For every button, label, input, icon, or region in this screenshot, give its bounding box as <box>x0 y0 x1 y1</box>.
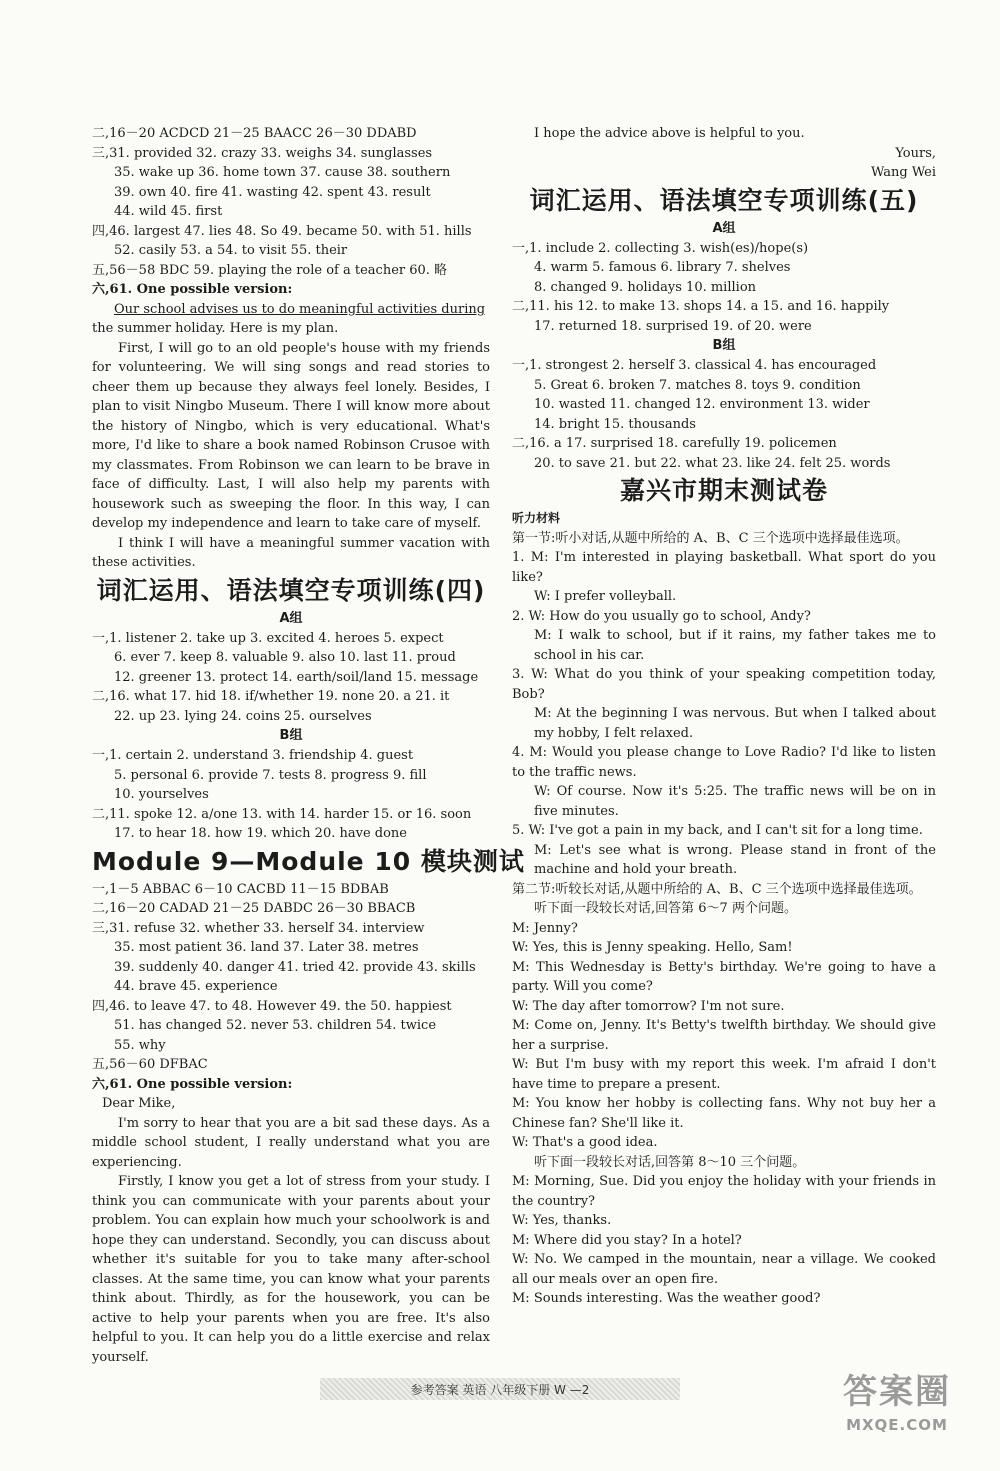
text-line: W: No. We camped in the mountain, near a village. We cooked all our meals over an open fire. <box>512 1252 936 1287</box>
text-line: 四,46. to leave 47. to 48. However 49. the 50. happiest <box>92 998 452 1014</box>
group-b-answers <box>92 746 490 844</box>
text-line: M: Jenny? <box>512 920 578 936</box>
group-a-heading: A组 <box>279 610 303 626</box>
text-line: Firstly, I know you get a lot of stress from your study. I think you can communicate with your parents about your problem. You can explain how much your schoolwork is and hope they can understand. Secondly, you can discuss about whether it's suitable for you to take many after-school classes. At the same time, you can know what your parents think about. Thirdly, as for the housework, you can be active to help your parents when you are free. It's also helpful to you. It can help you do a little exercise and relax yourself. <box>92 1174 490 1365</box>
text-line: 8. changed 9. holidays 10. million <box>534 279 757 295</box>
text-line: 五,56－58 BDC 59. playing the role of a teacher 60. 略 <box>92 262 448 278</box>
watermark-url: MXQE.COM <box>846 1416 948 1434</box>
text-line: 一,1. certain 2. understand 3. friendship 4. guest <box>92 748 414 763</box>
text-line: M: This Wednesday is Betty's birthday. We're going to have a party. Will you come? <box>512 959 936 994</box>
text-line: 51. has changed 52. never 53. children 54. twice <box>114 1018 437 1033</box>
text-line: 2. W: How do you usually go to school, Andy? <box>512 608 811 624</box>
text-line: M: At the beginning I was nervous. But when I talked about my hobby, I felt relaxed. <box>534 706 936 741</box>
text-line: 1. M: I'm interested in playing basketball. What sport do you like? <box>512 550 936 585</box>
text-line: 10. wasted 11. changed 12. environment 13. wider <box>534 397 870 412</box>
text-line: 35. most patient 36. land 37. Later 38. metres <box>114 940 419 955</box>
text-line: M: Morning, Sue. Did you enjoy the holiday with your friends in the country? <box>512 1174 936 1209</box>
listening-label: 听力材料 <box>512 511 561 525</box>
text-line: 二,11. spoke 12. a/one 13. with 14. harder 15. or 16. soon <box>92 806 472 822</box>
text-line: W: But I'm busy with my report this week. I'm afraid I don't have time to prepare a present. <box>512 1057 936 1092</box>
text-line: 10. yourselves <box>114 787 209 802</box>
text-line: the summer holiday. Here is my plan. <box>92 321 339 336</box>
text-line: 12. greener 13. protect 14. earth/soil/land 15. message <box>114 669 479 685</box>
text-line: M: I walk to school, but if it rains, my father takes me to school in his car. <box>534 628 936 663</box>
text-line: 二,16. what 17. hid 18. if/whether 19. none 20. a 21. it <box>92 689 450 704</box>
text-line: 一,1－5 ABBAC 6－10 CACBD 11－15 BDBAB <box>92 881 389 897</box>
text-line: 5. personal 6. provide 7. tests 8. progress 9. fill <box>114 767 427 783</box>
text-line: 一,1. strongest 2. herself 3. classical 4. has encouraged <box>512 358 877 373</box>
text-line: I'm sorry to hear that you are a bit sad these days. As a middle school student, I really understand what you are experiencing. <box>92 1115 490 1170</box>
text-line: 三,31. refuse 32. whether 33. herself 34. interview <box>92 920 425 936</box>
group-b-answers <box>512 356 936 473</box>
right-column <box>512 124 936 1309</box>
text-line: 3. W: What do you think of your speaking competition today, Bob? <box>512 667 936 702</box>
text-line: 六,61. One possible version: <box>92 1076 293 1092</box>
module-test-title: Module 9—Module 10 模块测试 <box>92 846 525 876</box>
listening-transcript <box>512 529 936 1309</box>
text-line: 四,46. largest 47. lies 48. So 49. became 50. with 51. hills <box>92 223 472 239</box>
text-line: 5. W: I've got a pain in my back, and I can't sit for a long time. <box>512 823 923 838</box>
text-line: W: Of course. Now it's 5:25. The traffic news will be on in five minutes. <box>534 784 936 819</box>
text-line: W: Yes, this is Jenny speaking. Hello, Sam! <box>512 940 793 955</box>
text-line: M: Sounds interesting. Was the weather good? <box>512 1291 821 1306</box>
text-line: 39. own 40. fire 41. wasting 42. spent 43. result <box>114 184 431 200</box>
text-line: 第一节:听小对话,从题中所给的 A、B、C 三个选项中选择最佳选项。 <box>512 530 909 546</box>
watermark-text: 答案圈 <box>843 1372 951 1412</box>
text-line: 二,16－20 CADAD 21－25 DABDC 26－30 BBACB <box>92 901 416 916</box>
exam-title: 嘉兴市期末测试卷 <box>619 476 828 505</box>
left-column <box>92 124 525 1367</box>
section-title-4: 词汇运用、语法填空专项训练(四) <box>96 575 486 605</box>
text-line: M: Come on, Jenny. It's Betty's twelfth birthday. We should give her a surprise. <box>512 1018 936 1053</box>
letter-sign-name: Wang Wei <box>871 165 936 180</box>
text-line: 一,1. include 2. collecting 3. wish(es)/hope(s) <box>512 240 809 256</box>
text-line: 4. warm 5. famous 6. library 7. shelves <box>534 260 791 275</box>
text-line: 二,11. his 12. to make 13. shops 14. a 15. and 16. happily <box>512 299 890 314</box>
essay-summer-plan <box>92 300 490 573</box>
text-line: 三,31. provided 32. crazy 33. weighs 34. sunglasses <box>92 145 433 161</box>
group-b-heading: B组 <box>279 728 303 743</box>
letter-closing: I hope the advice above is helpful to you. <box>534 126 805 141</box>
group-a-heading: A组 <box>712 220 736 236</box>
text-line: 6. ever 7. keep 8. valuable 9. also 10. last 11. proud <box>114 650 456 665</box>
text-line: 35. wake up 36. home town 37. cause 38. southern <box>114 165 451 180</box>
text-line: 5. Great 6. broken 7. matches 8. toys 9. condition <box>534 377 861 393</box>
text-line: 39. suddenly 40. danger 41. tried 42. provide 43. skills <box>114 959 476 975</box>
text-line: 20. to save 21. but 22. what 23. like 24. felt 25. words <box>534 455 891 471</box>
text-line: 二,16－20 ACDCD 21－25 BAACC 26－30 DDABD <box>92 126 417 141</box>
group-b-heading: B组 <box>712 338 736 353</box>
text-line: Our school advises us to do meaningful activities during <box>114 301 486 317</box>
text-line: Dear Mike, <box>102 1096 176 1111</box>
text-line: 44. wild 45. first <box>114 204 223 219</box>
text-line: First, I will go to an old people's house with my friends for volunteering. We will sing songs and read stories to cheer them up because they always feel lonely. Besides, I plan to visit Ningbo Museum. There I will know more about the history of Ningbo, which is very educational. What's more, I'd like to share a book named Robinson Crusoe with my classmates. From Robinson we can learn to be brave in face of difficulty. Last, I will also help my parents with housework such as sweeping the floor. In this way, I can develop my independence and learn to take care of myself. <box>92 340 490 531</box>
text-line: 4. M: Would you please change to Love Radio? I'd like to listen to the traffic news. <box>512 745 936 780</box>
text-line: M: Let's see what is wrong. Please stand in front of the machine and hold your breath. <box>534 842 936 877</box>
text-line: M: You know her hobby is collecting fans. Why not buy her a Chinese fan? She'll like it. <box>512 1096 936 1131</box>
text-line: 听下面一段较长对话,回答第 6～7 两个问题。 <box>534 901 797 916</box>
letter-sign-yours: Yours, <box>895 145 936 161</box>
text-line: 一,1. listener 2. take up 3. excited 4. heroes 5. expect <box>92 630 444 646</box>
watermark-logo <box>822 1369 972 1461</box>
text-line: 听下面一段较长对话,回答第 8～10 三个问题。 <box>534 1154 806 1170</box>
page-footer: 参考答案 英语 八年级下册 W —2 <box>320 1378 680 1400</box>
text-line: 52. casily 53. a 54. to visit 55. their <box>114 243 348 258</box>
text-line: 17. returned 18. surprised 19. of 20. were <box>534 318 812 334</box>
text-line: W: Yes, thanks. <box>512 1213 612 1228</box>
text-line: 六,61. One possible version: <box>92 282 293 297</box>
text-line: 22. up 23. lying 24. coins 25. ourselves <box>114 708 372 724</box>
section-title-5: 词汇运用、语法填空专项训练(五) <box>529 185 919 215</box>
text-line: W: I prefer volleyball. <box>534 589 677 604</box>
text-line: I think I will have a meaningful summer vacation with these activities. <box>92 535 490 570</box>
answers-block-top <box>92 124 490 300</box>
module-answers <box>92 880 490 1114</box>
text-line: M: Where did you stay? In a hotel? <box>512 1232 742 1248</box>
text-line: 二,16. a 17. surprised 18. carefully 19. policemen <box>512 436 837 451</box>
text-line: 五,56－60 DFBAC <box>92 1057 208 1072</box>
text-line: W: That's a good idea. <box>512 1135 658 1150</box>
essay-letter <box>92 1114 490 1368</box>
group-a-answers <box>512 239 936 337</box>
text-line: 14. bright 15. thousands <box>534 416 696 432</box>
text-line: 17. to hear 18. how 19. which 20. have done <box>114 826 407 841</box>
group-a-answers <box>92 629 490 727</box>
text-line: 44. brave 45. experience <box>114 979 278 994</box>
text-line: 第二节:听较长对话,从题中所给的 A、B、C 三个选项中选择最佳选项。 <box>512 881 922 897</box>
text-line: 55. why <box>114 1037 166 1053</box>
text-line: W: The day after tomorrow? I'm not sure. <box>512 998 785 1014</box>
